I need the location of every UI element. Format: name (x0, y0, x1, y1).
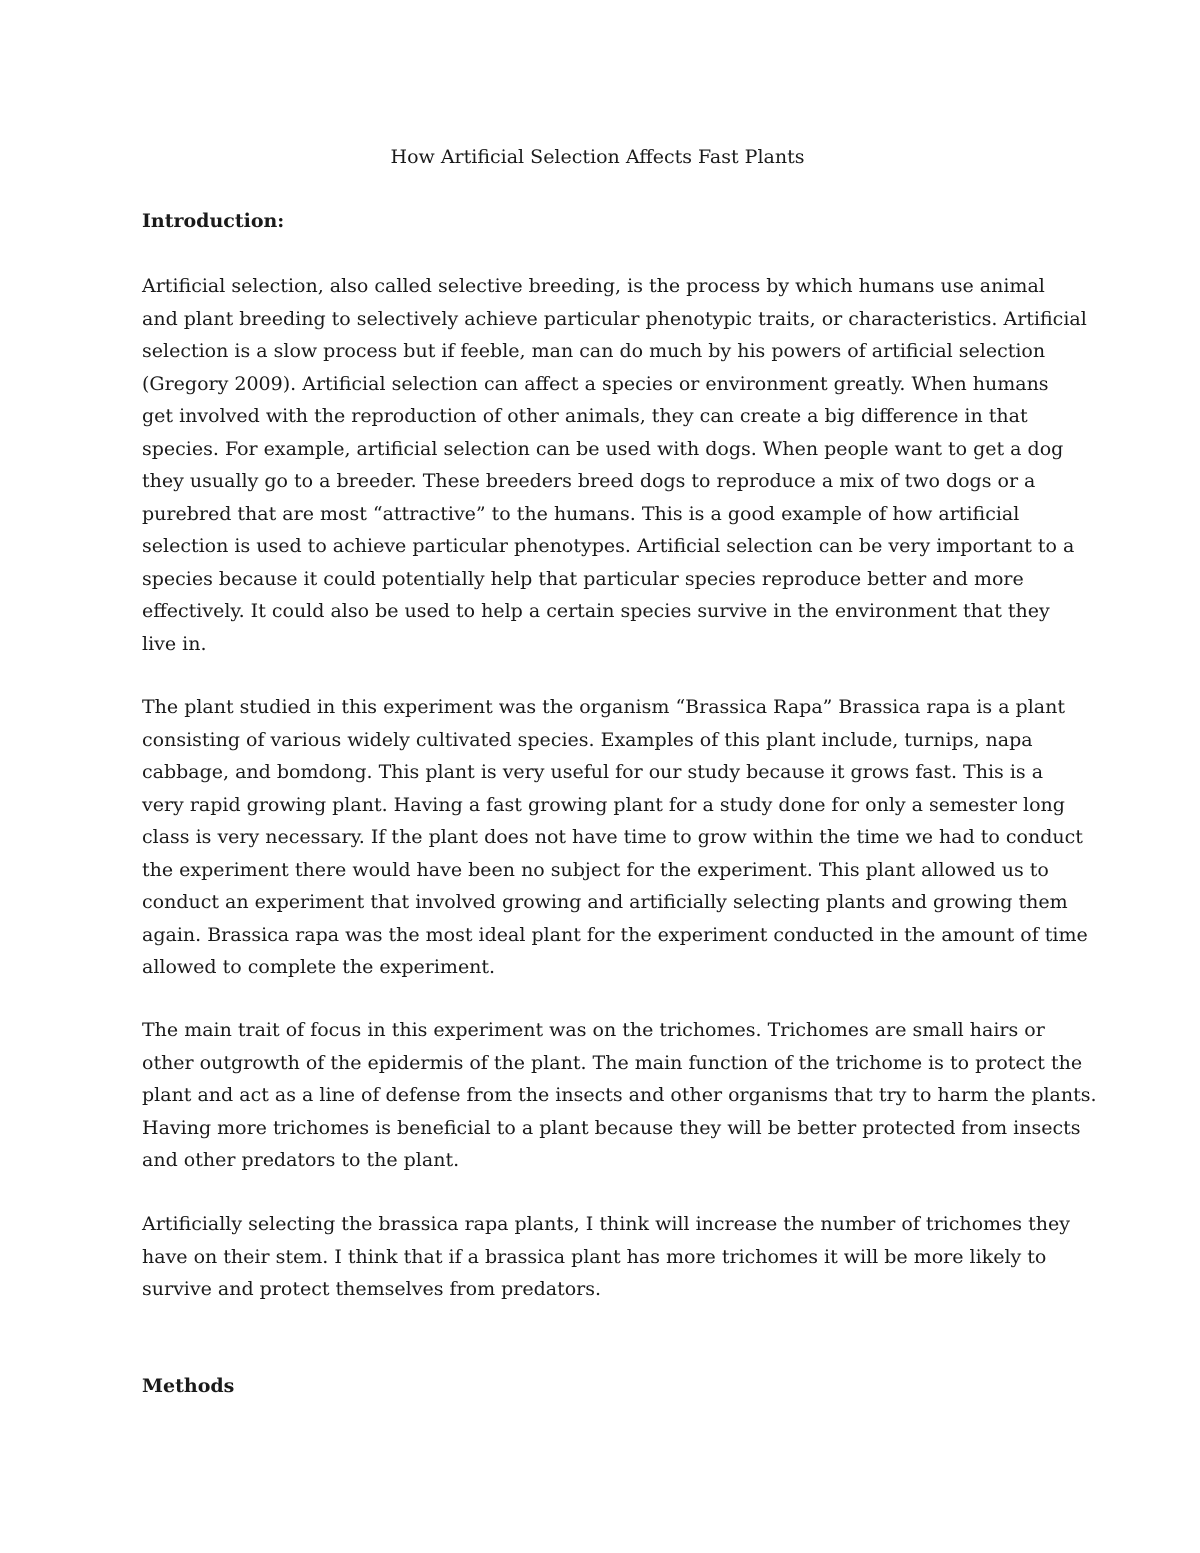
paragraph-brassica-rapa (142, 691, 1088, 984)
text-line: plant and act as a line of defense from the insects and other organisms that try to harm the plants. (142, 1084, 1097, 1106)
text-line: get involved with the reproduction of other animals, they can create a big difference in that (142, 405, 1028, 427)
methods-heading: Methods (142, 1375, 235, 1397)
text-line: again. Brassica rapa was the most ideal plant for the experiment conducted in the amount of time (142, 923, 1088, 946)
text-line: The main trait of focus in this experiment was on the trichomes. Trichomes are small hairs or (142, 1019, 1045, 1041)
text-line: other outgrowth of the epidermis of the plant. The main function of the trichome is to protect the (142, 1051, 1083, 1074)
text-line: the experiment there would have been no subject for the experiment. This plant allowed us to (142, 858, 1049, 881)
text-line: Artificial selection, also called selective breeding, is the process by which humans use animal (142, 275, 1045, 297)
text-line: consisting of various widely cultivated species. Examples of this plant include, turnips, napa (142, 728, 1033, 751)
document-title: How Artificial Selection Affects Fast Plants (390, 146, 805, 168)
text-line: and plant breeding to selectively achieve particular phenotypic traits, or characteristics. Artificial (142, 307, 1087, 330)
text-line: very rapid growing plant. Having a fast growing plant for a study done for only a semester long (142, 793, 1065, 816)
text-line: have on their stem. I think that if a brassica plant has more trichomes it will be more likely to (142, 1245, 1047, 1268)
text-line: Having more trichomes is beneficial to a plant because they will be better protected from insects (142, 1116, 1081, 1139)
paragraph-hypothesis (142, 1208, 1070, 1306)
text-line: Artificially selecting the brassica rapa plants, I think will increase the number of trichomes they (142, 1213, 1070, 1235)
text-line: live in. (142, 632, 207, 655)
text-line: species because it could potentially help that particular species reproduce better and more (142, 567, 1024, 590)
text-line: cabbage, and bomdong. This plant is very useful for our study because it grows fast. This is a (142, 761, 1044, 783)
text-line: selection is used to achieve particular phenotypes. Artificial selection can be very important to a (142, 535, 1075, 557)
text-line: species. For example, artificial selection can be used with dogs. When people want to get a dog (142, 437, 1064, 460)
text-line: survive and protect themselves from predators. (142, 1278, 602, 1300)
introduction-heading: Introduction: (142, 210, 285, 232)
paragraph-trichomes (142, 1014, 1097, 1177)
text-line: purebred that are most “attractive” to the humans. This is a good example of how artificial (142, 502, 1020, 525)
text-line: The plant studied in this experiment was the organism “Brassica Rapa” Brassica rapa is a plant (142, 696, 1065, 718)
text-line: effectively. It could also be used to help a certain species survive in the environment that they (142, 600, 1050, 622)
text-line: allowed to complete the experiment. (142, 956, 496, 978)
text-line: (Gregory 2009). Artificial selection can affect a species or environment greatly. When humans (142, 372, 1049, 395)
text-line: conduct an experiment that involved growing and artificially selecting plants and growing them (142, 891, 1068, 913)
text-line: and other predators to the plant. (142, 1149, 460, 1171)
text-line: they usually go to a breeder. These breeders breed dogs to reproduce a mix of two dogs or a (142, 470, 1036, 492)
text-line: class is very necessary. If the plant does not have time to grow within the time we had to conduct (142, 826, 1083, 848)
paragraph-artificial-selection (142, 270, 1087, 660)
text-line: selection is a slow process but if feeble, man can do much by his powers of artificial selection (142, 340, 1046, 362)
